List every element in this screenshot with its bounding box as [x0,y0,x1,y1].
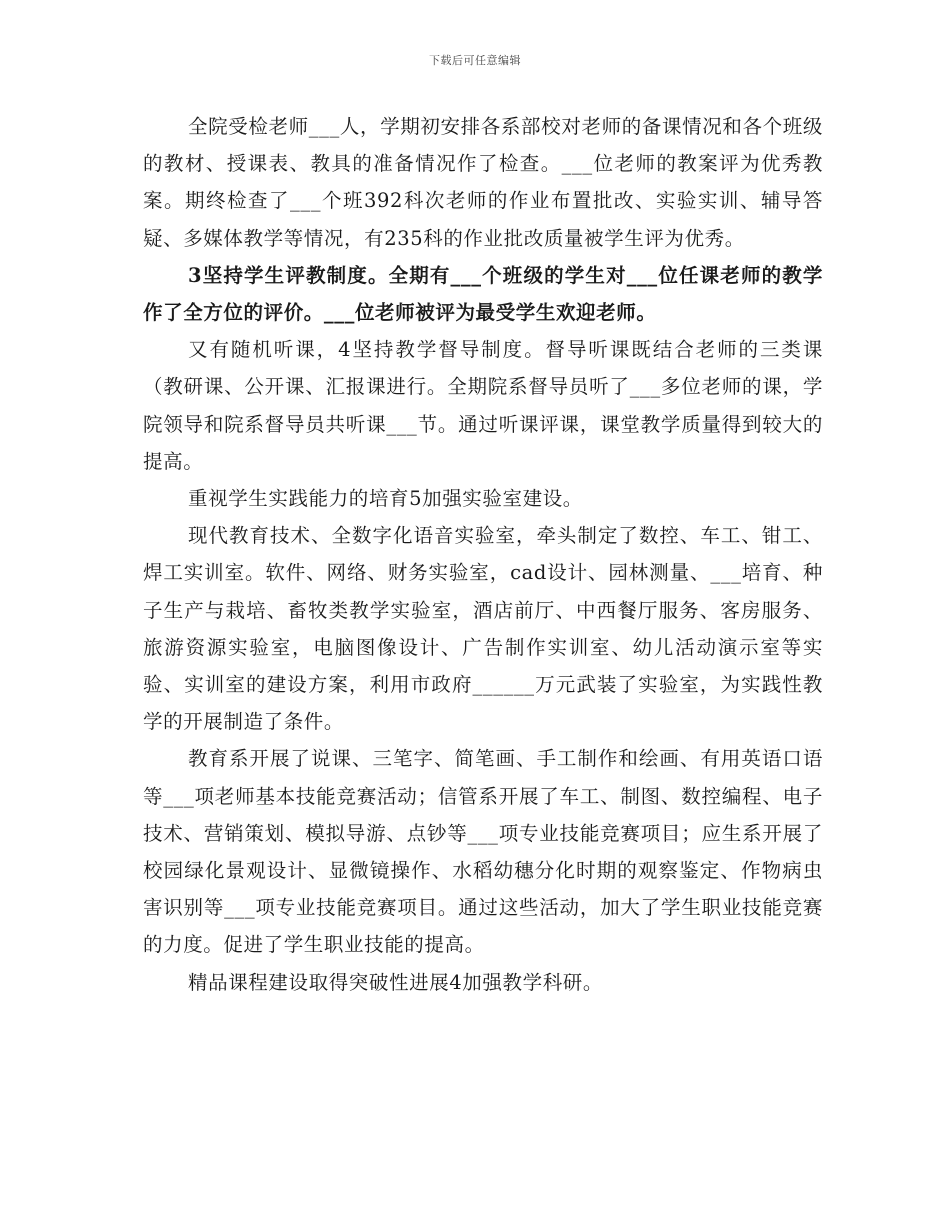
paragraph-lab-construction: 现代教育技术、全数字化语音实验室，牵头制定了数控、车工、钳工、焊工实训室。软件、网络、财务实验室，cad设计、园林测量、___培育、种子生产与栽培、畜牧类教学实验室，酒店前厅、中西餐厅服务、客房服务、旅游资源实验室，电脑图像设计、广告制作实训室、幼儿活动演示室等实验、实训室的建设方案，利用市政府______万元武装了实验室，为实践性教学的开展制造了条件。 [143,524,823,734]
paragraph-practice-ability: 重视学生实践能力的培育5加强实验室建设。 [188,487,583,511]
paragraph-inspection: 全院受检老师___人，学期初安排各系部校对老师的备课情况和各个班级的教材、授课表、教具的准备情况作了检查。___位老师的教案评为优秀教案。期终检查了___个班392科次老师的作业布置批改、实验实训、辅导答疑、多媒体教学等情况，有235科的作业批改质量被学生评为优秀。 [143,115,823,250]
page-header-note: 下载后可任意编辑 [429,54,521,67]
paragraph-course-building: 精品课程建设取得突破性进展4加强教学科研。 [188,970,604,994]
paragraph-teaching-supervision: 又有随机听课，4坚持教学督导制度。督导听课既结合老师的三类课（教研课、公开课、汇报课进行。全期院系督导员听了___多位老师的课，学院领导和院系督导员共听课___节。通过听课评课，课堂教学质量得到较大的提高。 [143,338,823,473]
paragraph-student-evaluation: 3坚持学生评教制度。全期有___个班级的学生对___位任课老师的教学作了全方位的评价。___位老师被评为最受学生欢迎老师。 [143,263,823,325]
document-body [143,108,823,1001]
paragraph-skill-competitions: 教育系开展了说课、三笔字、简笔画、手工制作和绘画、有用英语口语等___项老师基本技能竞赛活动；信管系开展了车工、制图、数控编程、电子技术、营销策划、模拟导游、点钞等___项专业技能竞赛项目；应生系开展了校园绿化景观设计、显微镜操作、水稻幼穗分化时期的观察鉴定、作物病虫害识别等___项专业技能竞赛项目。通过这些活动，加大了学生职业技能竞赛的力度。促进了学生职业技能的提高。 [143,747,823,957]
